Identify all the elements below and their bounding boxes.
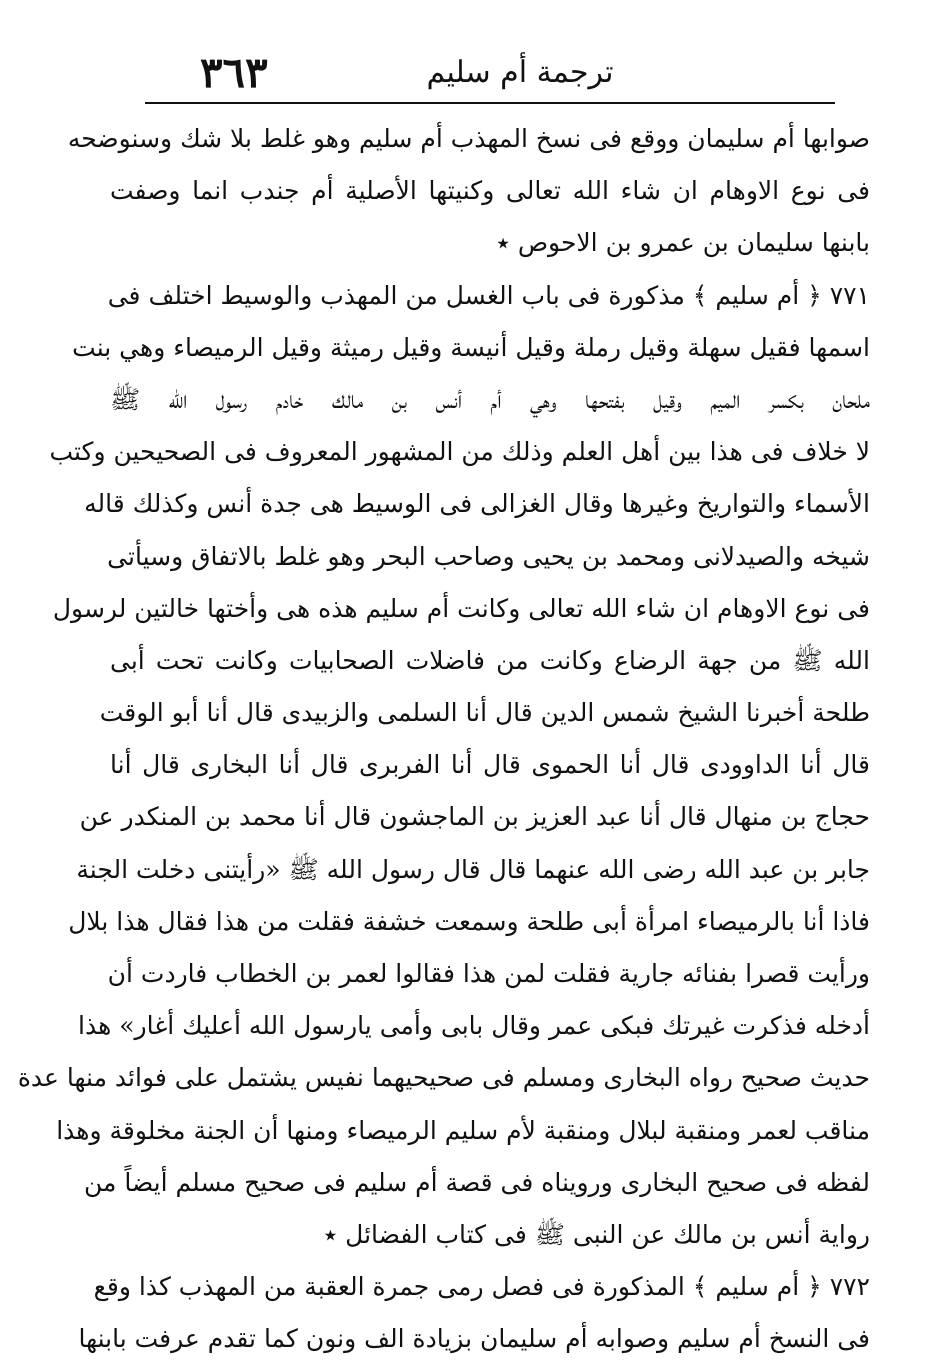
text-line: أدخله فذكرت غيرتك فبكى عمر وقال بابى وأمى يارسول الله أعليك أغار» هذا	[78, 1011, 870, 1041]
text-line: مناقب لعمر ومنقبة لبلال ومنقبة لأم سليم الرميصاء ومنها أن الجنة مخلوقة وهذا	[56, 1115, 870, 1145]
running-title: ترجمة أم سليم	[426, 55, 614, 90]
text-line: قال أنا الداوودى قال أنا الحموى قال أنا الفربرى قال أنا البخارى قال أنا	[110, 750, 870, 780]
text-line: طلحة أخبرنا الشيخ شمس الدين قال أنا السلمى والزبيدى قال أنا أبو الوقت	[99, 698, 870, 728]
text-line: حجاج بن منهال قال أنا عبد العزيز بن الماجشون قال أنا محمد بن المنكدر عن	[79, 802, 870, 832]
text-line: الله ﷺ من جهة الرضاع وكانت من فاضلات الصحابيات وكانت تحت أبى	[110, 645, 870, 675]
header-rule	[145, 102, 835, 104]
text-line: لفظه فى صحيح البخارى ورويناه فى قصة أم سليم فى صحيح مسلم أيضاً من	[84, 1167, 870, 1197]
text-line: ملحان بكسر الميم وقيل بفتحها وهي أم أنس بن مالك خادم رسول الله ﷺ	[110, 384, 870, 414]
text-line: جابر بن عبد الله رضى الله عنهما قال قال رسول الله ﷺ «رأيتنى دخلت الجنة	[76, 854, 870, 884]
text-line: فى النسخ أم سليم وصوابه أم سليمان بزيادة الف ونون كما تقدم عرفت بابنها	[78, 1324, 870, 1354]
text-line: فى نوع الاوهام ان شاء الله تعالى وكانت أم سليم هذه هى وأختها خالتين لرسول	[52, 593, 870, 623]
text-line: صوابها أم سليمان ووقع فى نسخ المهذب أم سليم وهو غلط بلا شك وسنوضحه	[67, 124, 870, 153]
text-line: اسمها فقيل سهلة وقيل رملة وقيل أنيسة وقيل رميثة وقيل الرميصاء وهي بنت	[72, 332, 870, 362]
text-line: فاذا أنا بالرميصاء امرأة أبى طلحة وسمعت خشفة فقلت من هذا فقال هذا بلال	[68, 906, 870, 936]
text-line: ورأيت قصرا بفنائه جارية فقلت لمن هذا فقالوا لعمر بن الخطاب فاردت أن	[107, 959, 870, 988]
text-line: الأسماء والتواريخ وغيرها وقال الغزالى فى الوسيط هى جدة أنس وكذلك قاله	[84, 489, 870, 519]
text-line: حديث صحيح رواه البخارى ومسلم فى صحيحيهما نفيس يشتمل على فوائد منها عدة	[17, 1063, 870, 1093]
text-line: رواية أنس بن مالك عن النبى ﷺ فى كتاب الفضائل ٭	[323, 1219, 870, 1249]
entry-772-heading-line: ٧٧٢ ﴿ أم سليم ﴾ المذكورة فى فصل رمى جمرة العقبة من المهذب كذا وقع	[93, 1272, 870, 1302]
text-line: بابنها سليمان بن عمرو بن الاحوص ٭	[496, 228, 870, 258]
entry-771-heading-line: ٧٧١ ﴿ أم سليم ﴾ مذكورة فى باب الغسل من المهذب والوسيط اختلف فى	[107, 280, 870, 310]
page-header	[140, 48, 860, 98]
text-line: شيخه والصيدلانى ومحمد بن يحيى وصاحب البحر وهو غلط بالاتفاق وسيأتى	[107, 541, 870, 571]
text-line: فى نوع الاوهام ان شاء الله تعالى وكنيتها الأصلية أم جندب انما وصفت	[110, 176, 870, 206]
body-text	[17, 113, 870, 1366]
text-line: لا خلاف فى هذا بين أهل العلم وذلك من المشهور المعروف فى الصحيحين وكتب	[49, 437, 870, 467]
page-number: ٣٦٣	[200, 48, 268, 97]
